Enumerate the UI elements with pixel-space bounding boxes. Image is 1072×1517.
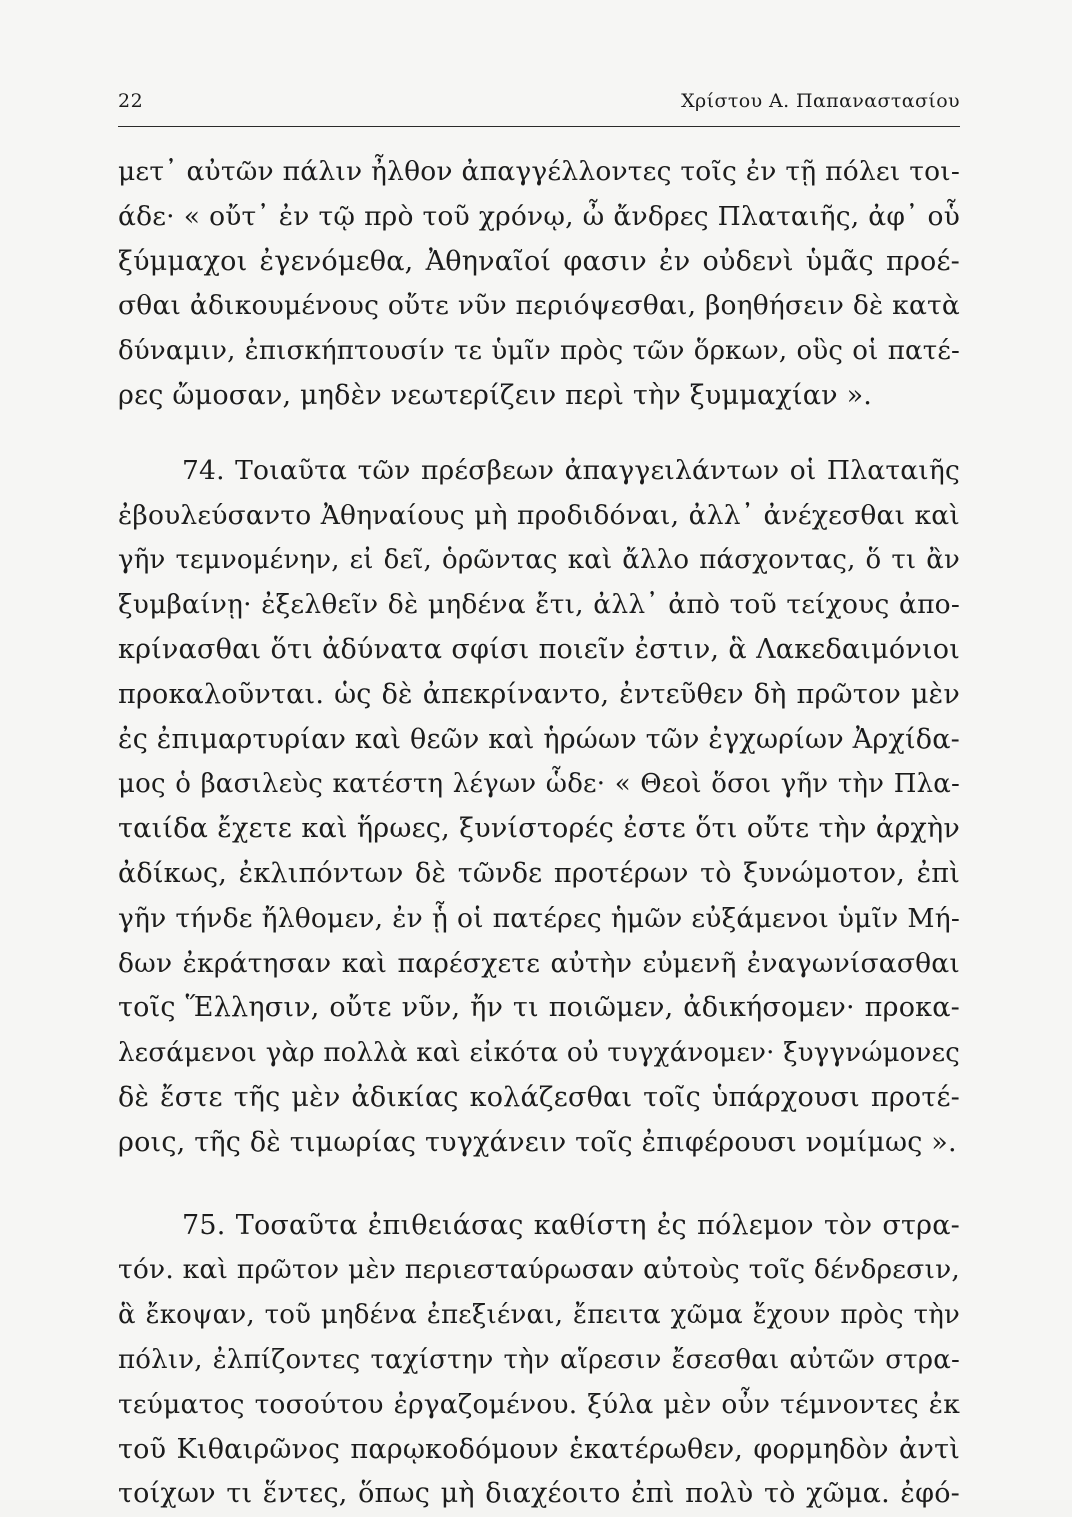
text-line: άδε· « οὔτ᾽ ἐν τῷ πρὸ τοῦ χρόνῳ, ὦ ἄνδρες Πλαταιῆς, ἀφ᾽ οὗ: [118, 200, 960, 232]
paragraph-1: [118, 150, 960, 419]
paragraph-75: [118, 1204, 960, 1517]
text-line: τοίχων τι ἕντες, ὅπως μὴ διαχέοιτο ἐπὶ πολὺ τὸ χῶμα. ἐφό-: [118, 1478, 960, 1510]
page-number: 22: [118, 90, 144, 112]
text-line: σθαι ἀδικουμένους οὔτε νῦν περιόψεσθαι, βοηθήσειν δὲ κατὰ: [118, 290, 960, 322]
text-line: γῆν τεμνομένην, εἰ δεῖ, ὁρῶντας καὶ ἄλλο πάσχοντας, ὅ τι ἂν: [118, 545, 960, 576]
text-line: δων ἐκράτησαν καὶ παρέσχετε αὐτὴν εὐμενῆ ἐναγωνίσασθαι: [118, 947, 960, 979]
text-line: ταιίδα ἔχετε καὶ ἥρωες, ξυνίστορές ἐστε ὅτι οὔτε τὴν ἀρχὴν: [118, 813, 960, 845]
text-line: 74. Τοιαῦτα τῶν πρέσβεων ἀπαγγειλάντων οἱ Πλαταιῆς: [182, 454, 960, 486]
text-line: δύναμιν, ἐπισκήπτουσίν τε ὑμῖν πρὸς τῶν ὅρκων, οὓς οἱ πατέ-: [118, 336, 960, 367]
paragraph-74: [118, 449, 960, 1166]
text-line: τοῖς Ἕλλησιν, οὔτε νῦν, ἤν τι ποιῶμεν, ἀδικήσομεν· προκα-: [118, 992, 960, 1024]
text-line: ρες ὤμοσαν, μηδὲν νεωτερίζειν περὶ τὴν ξυμμαχίαν ».: [118, 379, 873, 411]
text-body: [118, 150, 960, 1517]
text-line: προκαλοῦνται. ὡς δὲ ἀπεκρίναντο, ἐντεῦθεν δὴ πρῶτον μὲν: [118, 678, 960, 710]
text-line: δὲ ἔστε τῆς μὲν ἀδικίας κολάζεσθαι τοῖς ὑπάρχουσι προτέ-: [118, 1081, 960, 1113]
text-line: λεσάμενοι γὰρ πολλὰ καὶ εἰκότα οὐ τυγχάνομεν· ξυγγνώμονες: [118, 1038, 960, 1069]
text-line: κρίνασθαι ὅτι ἀδύνατα σφίσι ποιεῖν ἐστιν, ἃ Λακεδαιμόνιοι: [118, 633, 960, 665]
text-line: τοῦ Κιθαιρῶνος παρῳκοδόμουν ἑκατέρωθεν, φορμηδὸν ἀντὶ: [118, 1433, 960, 1465]
text-line: ξυμβαίνῃ· ἐξελθεῖν δὲ μηδένα ἔτι, ἀλλ᾽ ἀπὸ τοῦ τείχους ἀπο-: [118, 589, 960, 621]
text-line: τεύματος τοσούτου ἐργαζομένου. ξύλα μὲν οὖν τέμνοντες ἐκ: [118, 1388, 960, 1420]
running-head-author: Χρίστου Α. Παπαναστασίου: [681, 90, 960, 112]
text-line: ροις, τῆς δὲ τιμωρίας τυγχάνειν τοῖς ἐπιφέρουσι νομίμως ».: [118, 1126, 957, 1158]
text-line: πόλιν, ἐλπίζοντες ταχίστην τὴν αἵρεσιν ἔσεσθαι αὐτῶν στρα-: [118, 1344, 960, 1375]
text-line: μετ᾽ αὐτῶν πάλιν ἦλθον ἀπαγγέλλοντες τοῖς ἐν τῇ πόλει τοι-: [118, 156, 960, 187]
page-header: [118, 86, 960, 127]
text-line: ἐς ἐπιμαρτυρίαν καὶ θεῶν καὶ ἡρώων τῶν ἐγχωρίων Ἀρχίδα-: [118, 723, 960, 755]
text-line: τόν. καὶ πρῶτον μὲν περιεσταύρωσαν αὐτοὺς τοῖς δένδρεσιν,: [118, 1254, 960, 1286]
text-line: ἃ ἔκοψαν, τοῦ μηδένα ἐπεξιέναι, ἔπειτα χῶμα ἔχουν πρὸς τὴν: [118, 1300, 960, 1331]
text-line: ἀδίκως, ἐκλιπόντων δὲ τῶνδε προτέρων τὸ ξυνώμοτον, ἐπὶ: [118, 857, 960, 889]
text-line: ξύμμαχοι ἐγενόμεθα, Ἀθηναῖοί φασιν ἐν οὐδενὶ ὑμᾶς προέ-: [118, 245, 960, 277]
text-line: ἐβουλεύσαντο Ἀθηναίους μὴ προδιδόναι, ἀλλ᾽ ἀνέχεσθαι καὶ: [118, 499, 960, 531]
text-line: 75. Τοσαῦτα ἐπιθειάσας καθίστη ἐς πόλεμον τὸν στρα-: [182, 1209, 960, 1241]
text-line: γῆν τήνδε ἤλθομεν, ἐν ᾗ οἱ πατέρες ἡμῶν εὐξάμενοι ὑμῖν Μή-: [118, 902, 960, 934]
text-line: μος ὁ βασιλεὺς κατέστη λέγων ὧδε· « Θεοὶ ὅσοι γῆν τὴν Πλα-: [118, 769, 960, 800]
